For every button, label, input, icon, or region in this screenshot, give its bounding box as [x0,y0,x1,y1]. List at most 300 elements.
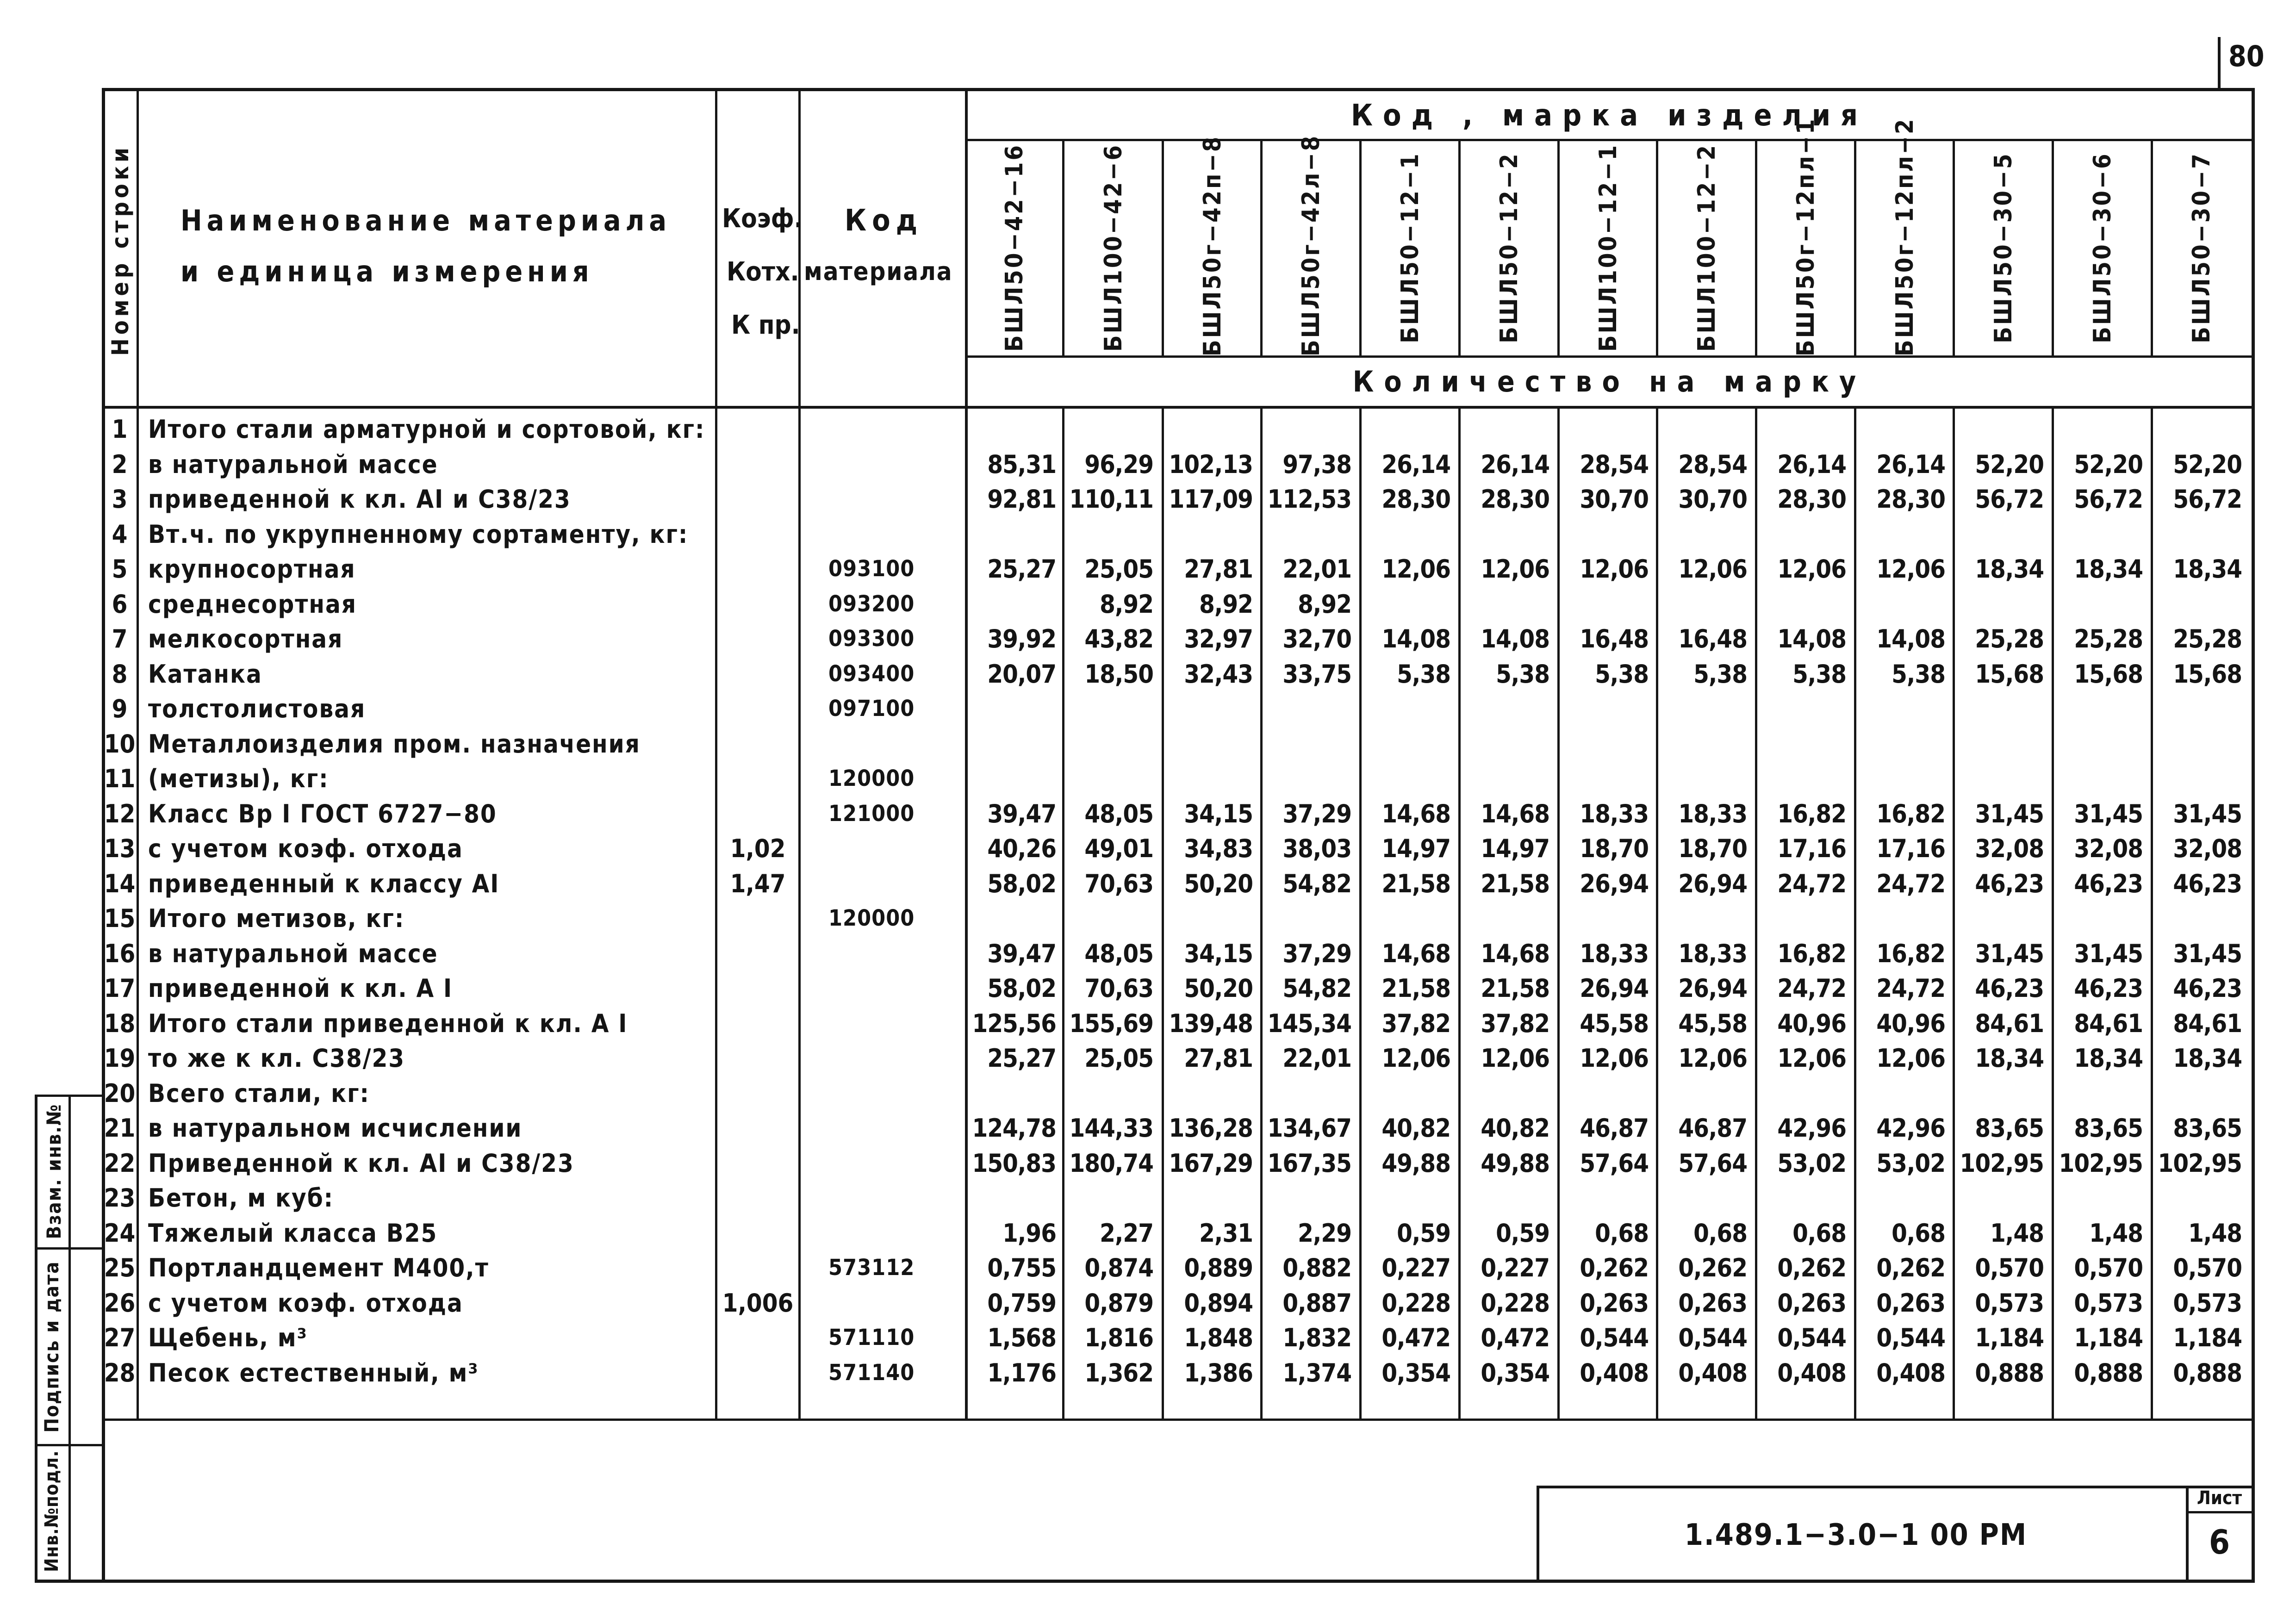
quantity-cell: 70,63 [1084,974,1153,1003]
quantity-cell: 110,11 [1069,485,1153,514]
quantity-cell: 0,354 [1481,1358,1549,1388]
quantity-cell: 5,38 [1595,659,1649,689]
quantity-cell: 145,34 [1267,1008,1351,1038]
quantity-cell: 0,544 [1876,1323,1945,1352]
quantity-cell: 84,61 [1975,1008,2044,1038]
quantity-cell: 0,227 [1381,1253,1450,1282]
mark-label: БШЛ50−42−16 [1001,143,1028,352]
quantity-cell: 12,06 [1777,1044,1846,1073]
sheet-label: Лист [2196,1487,2242,1509]
document-code: 1.489.1−3.0−1 00 РМ [1684,1518,2028,1552]
quantity-cell: 1,362 [1084,1358,1153,1388]
quantity-cell: 1,184 [2173,1323,2242,1352]
quantity-cell: 31,45 [1975,799,2044,828]
quantity-cell: 22,01 [1282,1044,1351,1073]
quantity-cell: 27,81 [1184,1044,1253,1073]
quantity-cell: 52,20 [2074,449,2143,479]
mark-label: БШЛ50−30−7 [2188,152,2215,343]
quantity-cell: 46,23 [1975,869,2044,898]
material-code: 093200 [828,591,915,617]
quantity-cell: 0,888 [2074,1358,2143,1388]
quantity-cell: 50,20 [1184,869,1253,898]
quantity-cell: 26,94 [1580,974,1649,1003]
row-number: 14 [104,869,136,898]
quantity-cell: 49,88 [1381,1148,1450,1178]
stamp-inventory-original: Инв.№подл. [41,1450,62,1572]
coef-header-1: Коэф. [722,204,803,234]
quantity-cell: 0,888 [1975,1358,2044,1388]
quantity-cell: 14,08 [1481,624,1549,653]
quantity-cell: 26,94 [1678,869,1747,898]
material-name: Класс Вр I ГОСТ 6727−80 [148,799,497,828]
quantity-cell: 1,374 [1282,1358,1351,1388]
quantity-cell: 25,28 [2173,624,2242,653]
quantity-cell: 96,29 [1084,449,1153,479]
quantity-cell: 134,67 [1267,1114,1351,1143]
mark-label: БШЛ50г−42п−8 [1199,135,1226,356]
quantity-cell: 12,06 [1876,1044,1945,1073]
quantity-cell: 21,58 [1381,869,1450,898]
mark-label: БШЛ100−12−2 [1693,143,1721,352]
row-number: 17 [104,974,136,1003]
material-name: то же к кл. С38/23 [148,1044,405,1073]
quantity-cell: 15,68 [1975,659,2044,689]
quantity-cell: 1,48 [2188,1218,2242,1248]
quantity-cell: 58,02 [987,974,1056,1003]
quantity-cell: 117,09 [1169,485,1253,514]
quantity-cell: 0,755 [987,1253,1056,1282]
quantity-cell: 0,263 [1678,1288,1747,1318]
material-name: Тяжелый класса В25 [148,1218,438,1248]
quantity-cell: 12,06 [1777,554,1846,584]
quantity-cell: 84,61 [2173,1008,2242,1038]
row-number: 5 [112,554,128,584]
quantity-cell: 0,408 [1777,1358,1846,1388]
coef-value: 1,02 [730,834,786,863]
quantity-cell: 1,184 [1975,1323,2044,1352]
quantity-cell: 0,59 [1496,1218,1549,1248]
quantity-cell: 97,38 [1282,449,1351,479]
quantity-cell: 12,06 [1580,1044,1649,1073]
quantity-cell: 18,70 [1678,834,1747,863]
mark-label: БШЛ50г−12пл−2 [1891,117,1919,356]
row-number: 2 [112,449,128,479]
quantity-cell: 0,408 [1580,1358,1649,1388]
quantity-cell: 0,472 [1481,1323,1549,1352]
row-number: 7 [112,624,128,653]
quantity-cell: 16,82 [1777,799,1846,828]
quantity-cell: 26,14 [1876,449,1945,479]
quantity-header: Количество на марку [1352,365,1867,398]
quantity-cell: 1,386 [1184,1358,1253,1388]
quantity-cell: 70,63 [1084,869,1153,898]
row-number: 22 [104,1148,136,1178]
quantity-cell: 12,06 [1876,554,1945,584]
quantity-cell: 18,34 [1975,554,2044,584]
quantity-cell: 0,879 [1084,1288,1153,1318]
quantity-cell: 112,53 [1267,485,1351,514]
quantity-cell: 2,31 [1199,1218,1253,1248]
row-number: 13 [104,834,136,863]
quantity-cell: 5,38 [1892,659,1945,689]
quantity-cell: 1,96 [1002,1218,1056,1248]
quantity-cell: 0,472 [1381,1323,1450,1352]
quantity-cell: 48,05 [1084,799,1153,828]
quantity-cell: 49,88 [1481,1148,1549,1178]
quantity-cell: 52,20 [1975,449,2044,479]
quantity-cell: 40,82 [1381,1114,1450,1143]
quantity-cell: 84,61 [2074,1008,2143,1038]
frame-top [102,88,2255,91]
quantity-cell: 40,96 [1777,1008,1846,1038]
quantity-cell: 12,06 [1678,554,1747,584]
quantity-cell: 18,34 [2173,1044,2242,1073]
quantity-cell: 30,70 [1678,485,1747,514]
quantity-cell: 150,83 [972,1148,1056,1178]
quantity-cell: 0,59 [1397,1218,1450,1248]
material-name: Итого стали приведенной к кл. A I [148,1008,628,1038]
quantity-cell: 15,68 [2173,659,2242,689]
material-code: 093300 [828,626,915,652]
quantity-cell: 0,573 [2074,1288,2143,1318]
quantity-cell: 17,16 [1876,834,1945,863]
quantity-cell: 102,95 [2158,1148,2242,1178]
quantity-cell: 25,28 [1975,624,2044,653]
quantity-cell: 12,06 [1678,1044,1747,1073]
quantity-cell: 37,82 [1481,1008,1549,1038]
quantity-cell: 0,888 [2173,1358,2242,1388]
quantity-cell: 25,05 [1084,554,1153,584]
quantity-cell: 24,72 [1876,974,1945,1003]
quantity-cell: 0,262 [1678,1253,1747,1282]
quantity-cell: 0,894 [1184,1288,1253,1318]
quantity-cell: 0,408 [1678,1358,1747,1388]
quantity-cell: 18,33 [1580,939,1649,968]
quantity-cell: 53,02 [1777,1148,1846,1178]
row-number: 10 [104,729,136,759]
quantity-cell: 57,64 [1678,1148,1747,1178]
quantity-cell: 1,176 [987,1358,1056,1388]
quantity-cell: 14,08 [1381,624,1450,653]
material-name: среднесортная [148,589,357,619]
quantity-cell: 18,70 [1580,834,1649,863]
material-code: 120000 [828,765,915,791]
row-number: 26 [104,1288,136,1318]
material-name: с учетом коэф. отхода [148,1288,463,1318]
quantity-cell: 32,70 [1282,624,1351,653]
quantity-cell: 25,27 [987,1044,1056,1073]
quantity-cell: 26,14 [1481,449,1549,479]
quantity-cell: 39,47 [987,939,1056,968]
material-name: Всего стали, кг: [148,1078,370,1108]
material-code: 121000 [828,800,915,827]
material-name: Катанка [148,659,262,689]
quantity-cell: 18,34 [2074,554,2143,584]
quantity-cell: 124,78 [972,1114,1056,1143]
quantity-cell: 33,75 [1282,659,1351,689]
quantity-cell: 40,82 [1481,1114,1549,1143]
quantity-cell: 42,96 [1876,1114,1945,1143]
quantity-cell: 39,92 [987,624,1056,653]
quantity-cell: 0,544 [1678,1323,1747,1352]
quantity-cell: 16,48 [1580,624,1649,653]
quantity-cell: 85,31 [987,449,1056,479]
quantity-cell: 136,28 [1169,1114,1253,1143]
quantity-cell: 39,47 [987,799,1056,828]
quantity-cell: 46,23 [2074,974,2143,1003]
quantity-cell: 14,68 [1481,939,1549,968]
quantity-cell: 14,68 [1481,799,1549,828]
quantity-cell: 25,27 [987,554,1056,584]
material-name: Металлоизделия пром. назначения [148,729,641,759]
quantity-cell: 32,43 [1184,659,1253,689]
quantity-cell: 14,97 [1481,834,1549,863]
quantity-cell: 18,33 [1678,939,1747,968]
mark-label: БШЛ50−12−1 [1396,152,1424,343]
quantity-cell: 0,570 [1975,1253,2044,1282]
material-name: Вт.ч. по укрупненному сортаменту, кг: [148,519,689,549]
mark-label: БШЛ50−30−6 [2089,152,2116,343]
quantity-cell: 31,45 [2173,939,2242,968]
quantity-cell: 28,54 [1580,449,1649,479]
material-name: в натуральной массе [148,939,438,968]
material-name: в натуральном исчислении [148,1114,523,1143]
quantity-cell: 56,72 [2074,485,2143,514]
quantity-cell: 167,35 [1267,1148,1351,1178]
quantity-cell: 50,20 [1184,974,1253,1003]
material-name: Приведенной к кл. AI и С38/23 [148,1148,574,1178]
quantity-cell: 0,573 [1975,1288,2044,1318]
quantity-cell: 37,29 [1282,939,1351,968]
quantity-cell: 0,544 [1777,1323,1846,1352]
quantity-cell: 0,263 [1777,1288,1846,1318]
material-code: 573112 [828,1255,915,1281]
quantity-cell: 0,262 [1580,1253,1649,1282]
quantity-cell: 16,82 [1876,939,1945,968]
quantity-cell: 0,570 [2074,1253,2143,1282]
material-name: Песок естественный, м³ [148,1358,479,1388]
quantity-cell: 0,262 [1777,1253,1846,1282]
frame-right [2252,88,2255,1583]
quantity-cell: 18,34 [1975,1044,2044,1073]
code-header-2: материала [804,257,953,286]
quantity-cell: 14,08 [1777,624,1846,653]
quantity-cell: 21,58 [1481,974,1549,1003]
frame-bottom [35,1580,2255,1583]
quantity-cell: 28,30 [1876,485,1945,514]
quantity-cell: 30,70 [1580,485,1649,514]
quantity-cell: 5,38 [1693,659,1747,689]
quantity-cell: 83,65 [2173,1114,2242,1143]
quantity-cell: 57,64 [1580,1148,1649,1178]
quantity-cell: 83,65 [2074,1114,2143,1143]
mark-label: БШЛ50г−42л−8 [1297,134,1325,356]
material-name: мелкосортная [148,624,343,653]
quantity-cell: 18,34 [2173,554,2242,584]
row-number: 25 [104,1253,136,1282]
quantity-cell: 12,06 [1580,554,1649,584]
quantity-cell: 14,68 [1381,939,1450,968]
material-name-header-line2: и единица измерения [180,255,594,288]
quantity-cell: 8,92 [1100,589,1153,619]
quantity-cell: 24,72 [1777,974,1846,1003]
quantity-cell: 32,08 [2173,834,2242,863]
quantity-cell: 45,58 [1678,1008,1747,1038]
quantity-cell: 58,02 [987,869,1056,898]
quantity-cell: 42,96 [1777,1114,1846,1143]
quantity-cell: 37,82 [1381,1008,1450,1038]
quantity-cell: 0,882 [1282,1253,1351,1282]
row-number: 16 [104,939,136,968]
quantity-cell: 15,68 [2074,659,2143,689]
material-name: Портландцемент М400,т [148,1253,489,1282]
quantity-cell: 32,97 [1184,624,1253,653]
quantity-cell: 12,06 [1481,1044,1549,1073]
quantity-cell: 46,23 [2173,974,2242,1003]
row-number: 19 [104,1044,136,1073]
quantity-cell: 2,27 [1100,1218,1153,1248]
quantity-cell: 0,68 [1792,1218,1846,1248]
quantity-cell: 16,48 [1678,624,1747,653]
quantity-cell: 155,69 [1069,1008,1153,1038]
row-number: 23 [104,1183,136,1213]
quantity-cell: 32,08 [1975,834,2044,863]
quantity-cell: 31,45 [2173,799,2242,828]
quantity-cell: 0,573 [2173,1288,2242,1318]
mark-label: БШЛ50−12−2 [1495,152,1523,343]
quantity-cell: 31,45 [2074,939,2143,968]
code-header-1: Код [845,204,923,238]
quantity-cell: 180,74 [1069,1148,1153,1178]
quantity-cell: 92,81 [987,485,1056,514]
quantity-cell: 5,38 [1792,659,1846,689]
quantity-cell: 53,02 [1876,1148,1945,1178]
quantity-cell: 0,68 [1892,1218,1945,1248]
row-number: 3 [112,485,128,514]
product-group-header: Код , марка изделия [1350,99,1868,133]
quantity-cell: 1,832 [1282,1323,1351,1352]
material-code: 571140 [828,1359,915,1386]
quantity-cell: 26,94 [1580,869,1649,898]
quantity-cell: 48,05 [1084,939,1153,968]
quantity-cell: 1,48 [2089,1218,2143,1248]
row-number: 21 [104,1114,136,1143]
material-name: приведенной к кл. AI и С38/23 [148,485,571,514]
material-name: Бетон, м куб: [148,1183,334,1213]
quantity-cell: 49,01 [1084,834,1153,863]
quantity-cell: 0,228 [1381,1288,1450,1318]
quantity-cell: 0,354 [1381,1358,1450,1388]
quantity-cell: 12,06 [1381,1044,1450,1073]
mark-label: БШЛ100−12−1 [1594,143,1622,352]
quantity-cell: 102,95 [2059,1148,2143,1178]
quantity-cell: 1,568 [987,1323,1056,1352]
quantity-cell: 46,87 [1678,1114,1747,1143]
material-name: в натуральной массе [148,449,438,479]
quantity-cell: 45,58 [1580,1008,1649,1038]
quantity-cell: 14,08 [1876,624,1945,653]
quantity-cell: 144,33 [1069,1114,1153,1143]
material-code: 093100 [828,556,915,582]
coef-value: 1,47 [730,869,786,898]
quantity-cell: 12,06 [1481,554,1549,584]
quantity-cell: 0,227 [1481,1253,1549,1282]
quantity-cell: 21,58 [1381,974,1450,1003]
quantity-cell: 0,68 [1693,1218,1747,1248]
quantity-cell: 2,29 [1298,1218,1351,1248]
quantity-cell: 54,82 [1282,974,1351,1003]
quantity-cell: 28,54 [1678,449,1747,479]
quantity-cell: 34,15 [1184,799,1253,828]
quantity-cell: 27,81 [1184,554,1253,584]
row-number: 1 [112,415,128,444]
quantity-cell: 102,13 [1169,449,1253,479]
quantity-cell: 0,68 [1595,1218,1649,1248]
quantity-cell: 25,05 [1084,1044,1153,1073]
row-number-header: Номер строки [107,144,134,356]
material-name: крупносортная [148,554,356,584]
quantity-cell: 40,26 [987,834,1056,863]
quantity-cell: 18,33 [1580,799,1649,828]
quantity-cell: 1,48 [1990,1218,2044,1248]
quantity-cell: 0,887 [1282,1288,1351,1318]
coef-header-2: Котх. [727,257,799,287]
quantity-cell: 0,570 [2173,1253,2242,1282]
quantity-cell: 46,23 [2173,869,2242,898]
row-number: 8 [112,659,128,689]
row-number: 11 [104,764,136,793]
quantity-cell: 0,889 [1184,1253,1253,1282]
quantity-cell: 28,30 [1777,485,1846,514]
quantity-cell: 83,65 [1975,1114,2044,1143]
material-name-header-line1: Наименование материала [180,204,672,237]
row-number: 27 [104,1323,136,1352]
quantity-cell: 46,23 [1975,974,2044,1003]
row-number: 24 [104,1218,136,1248]
quantity-cell: 16,82 [1777,939,1846,968]
quantity-cell: 12,06 [1381,554,1450,584]
page-number: 80 [2228,39,2265,73]
coef-header-3: К пр. [731,310,800,340]
quantity-cell: 38,03 [1282,834,1351,863]
row-number: 6 [112,589,128,619]
quantity-cell: 40,96 [1876,1008,1945,1038]
quantity-cell: 0,263 [1580,1288,1649,1318]
quantity-cell: 24,72 [1876,869,1945,898]
row-number: 12 [104,799,136,828]
row-number: 9 [112,694,128,723]
material-name: Итого метизов, кг: [148,904,405,933]
quantity-cell: 0,408 [1876,1358,1945,1388]
quantity-cell: 24,72 [1777,869,1846,898]
row-number: 18 [104,1008,136,1038]
quantity-cell: 18,34 [2074,1044,2143,1073]
quantity-cell: 16,82 [1876,799,1945,828]
quantity-cell: 5,38 [1397,659,1450,689]
stamp-signature-date: Подпись и дата [40,1261,63,1433]
quantity-cell: 28,30 [1481,485,1549,514]
mark-label: БШЛ50−30−5 [1990,152,2017,343]
quantity-cell: 1,184 [2074,1323,2143,1352]
material-name: толстолистовая [148,694,366,723]
quantity-cell: 18,33 [1678,799,1747,828]
quantity-cell: 1,816 [1084,1323,1153,1352]
material-name: приведенный к классу AI [148,869,500,898]
quantity-cell: 125,56 [972,1008,1056,1038]
material-code: 120000 [828,905,915,931]
coef-value: 1,006 [722,1288,794,1318]
quantity-cell: 31,45 [1975,939,2044,968]
